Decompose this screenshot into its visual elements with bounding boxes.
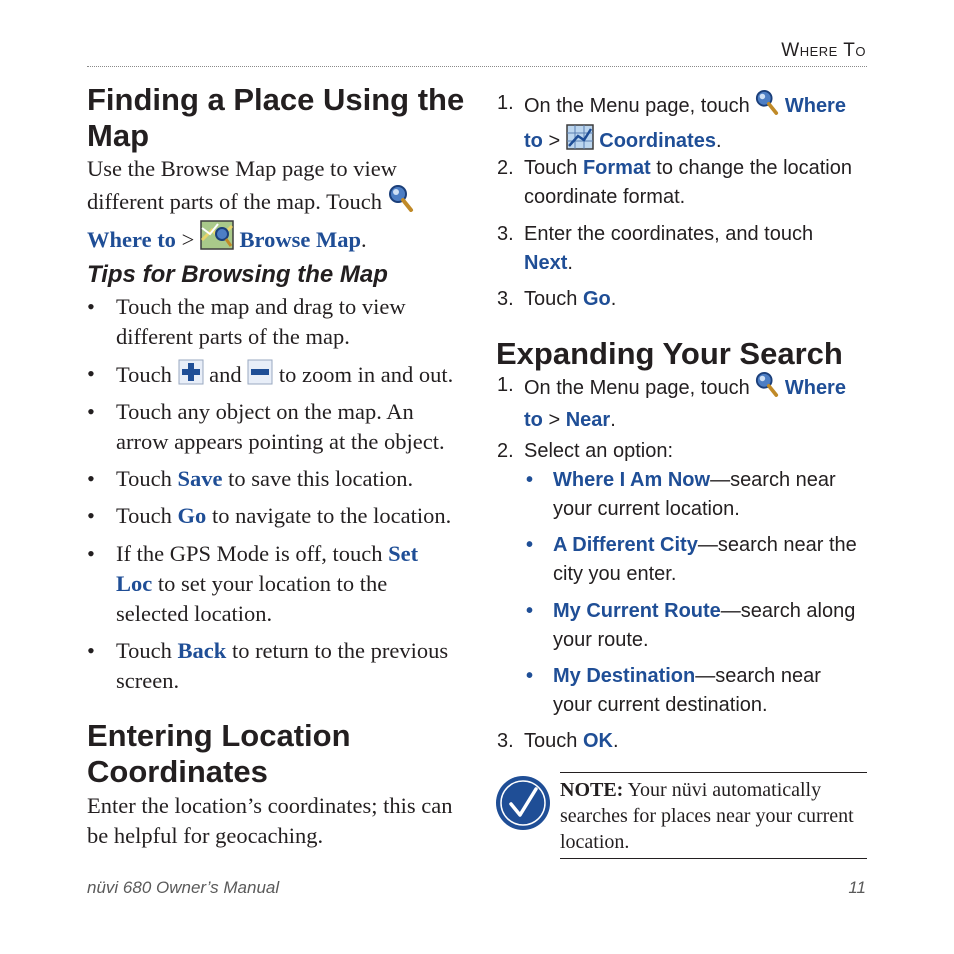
go-button-ref[interactable]: Go	[177, 503, 207, 528]
heading-line: Map	[87, 118, 149, 153]
option-name[interactable]: A Different City	[553, 534, 698, 556]
option-name[interactable]: My Destination	[553, 665, 696, 687]
heading-line: Entering Location	[87, 718, 351, 753]
where-to-link[interactable]: Where	[784, 95, 846, 117]
option-destination: • My Destination—search near your current destination.	[526, 665, 821, 716]
tip-set-loc: • If the GPS Mode is off, touch Set Loc to set your location to the selected location.	[87, 541, 419, 626]
note-check-icon	[495, 775, 551, 836]
running-header: Where To	[781, 40, 866, 61]
coordinates-intro-paragraph	[87, 791, 467, 851]
near-button-ref[interactable]: Near	[565, 409, 611, 431]
zoom-in-plus-icon[interactable]	[178, 359, 204, 393]
coord-step-2: 2. Touch Format to change the location coordinate format.	[497, 157, 852, 208]
save-button-ref[interactable]: Save	[177, 466, 223, 491]
back-button-ref[interactable]: Back	[177, 638, 227, 663]
go-button-ref[interactable]: Go	[582, 288, 611, 310]
set-loc-button-ref[interactable]: Loc	[116, 571, 153, 596]
text-line: different parts of the map. Touch	[87, 184, 467, 220]
where-to-link[interactable]: to	[524, 409, 543, 431]
browse-map-link[interactable]: Browse Map	[239, 227, 361, 252]
footer-manual-title: nüvi 680 Owner’s Manual	[87, 878, 280, 897]
option-name[interactable]: Where I Am Now	[553, 469, 711, 491]
set-loc-button-ref[interactable]: Set	[388, 541, 419, 566]
heading-line: Coordinates	[87, 754, 268, 789]
heading-entering-coordinates	[87, 718, 467, 790]
text-line: Enter the location’s coordinates; this can	[87, 793, 453, 818]
next-button-ref[interactable]: Next	[524, 252, 568, 274]
where-to-magnifier-icon	[755, 89, 779, 124]
page-number: 11	[848, 878, 866, 897]
option-name[interactable]: My Current Route	[553, 600, 721, 622]
tip-zoom: • Touch and to zoom in and out.	[87, 359, 462, 393]
text-line: Use the Browse Map page to view	[87, 156, 397, 181]
intro-paragraph	[87, 154, 467, 258]
where-to-link[interactable]: to	[524, 130, 543, 152]
search-step-3: 3. Touch OK.	[497, 730, 619, 752]
search-step-2: 2. Select an option:	[497, 440, 673, 462]
zoom-out-minus-icon[interactable]	[247, 359, 273, 393]
where-to-link[interactable]: Where	[784, 377, 846, 399]
where-to-link[interactable]: Where to	[87, 227, 176, 252]
option-different-city: • A Different City—search near the city you enter.	[526, 534, 857, 585]
heading-line: Finding a Place Using the	[87, 82, 465, 117]
option-where-i-am-now: • Where I Am Now—search near your current location.	[526, 469, 836, 520]
header-divider	[87, 66, 867, 67]
tip-drag-map: • Touch the map and drag to view different parts of the map.	[87, 294, 406, 349]
where-to-magnifier-icon	[388, 184, 414, 220]
coordinates-link[interactable]: Coordinates	[599, 130, 716, 152]
option-current-route: • My Current Route—search along your route.	[526, 600, 856, 651]
note-box: NOTE: Your nüvi automatically searches for places near your current location.	[560, 772, 867, 859]
tip-back: • Touch Back to return to the previous screen.	[87, 638, 449, 693]
tip-touch-object: • Touch any object on the map. An arrow appears pointing at the object.	[87, 399, 445, 454]
heading-expanding-search: Expanding Your Search	[496, 336, 843, 371]
ok-button-ref[interactable]: OK	[582, 730, 613, 752]
coord-step-1: 1. On the Menu page, touch Where to > Coordinates.	[497, 89, 877, 159]
format-button-ref[interactable]: Format	[582, 157, 651, 179]
browse-map-icon	[200, 220, 234, 258]
tips-heading: Tips for Browsing the Map	[87, 261, 388, 288]
note-label: NOTE:	[560, 779, 624, 801]
tip-save: • Touch Save to save this location.	[87, 466, 414, 491]
heading-finding-place	[87, 82, 467, 154]
text-line: be helpful for geocaching.	[87, 823, 324, 848]
text-line: Where to > Browse Map.	[87, 220, 467, 258]
coord-step-4: 3. Touch Go.	[497, 288, 617, 310]
where-to-magnifier-icon	[755, 371, 779, 406]
tip-go: • Touch Go to navigate to the location.	[87, 503, 452, 528]
search-step-1: 1. On the Menu page, touch Where to > Near.	[497, 371, 877, 435]
coord-step-3: 3. Enter the coordinates, and touch Next.	[497, 223, 814, 274]
